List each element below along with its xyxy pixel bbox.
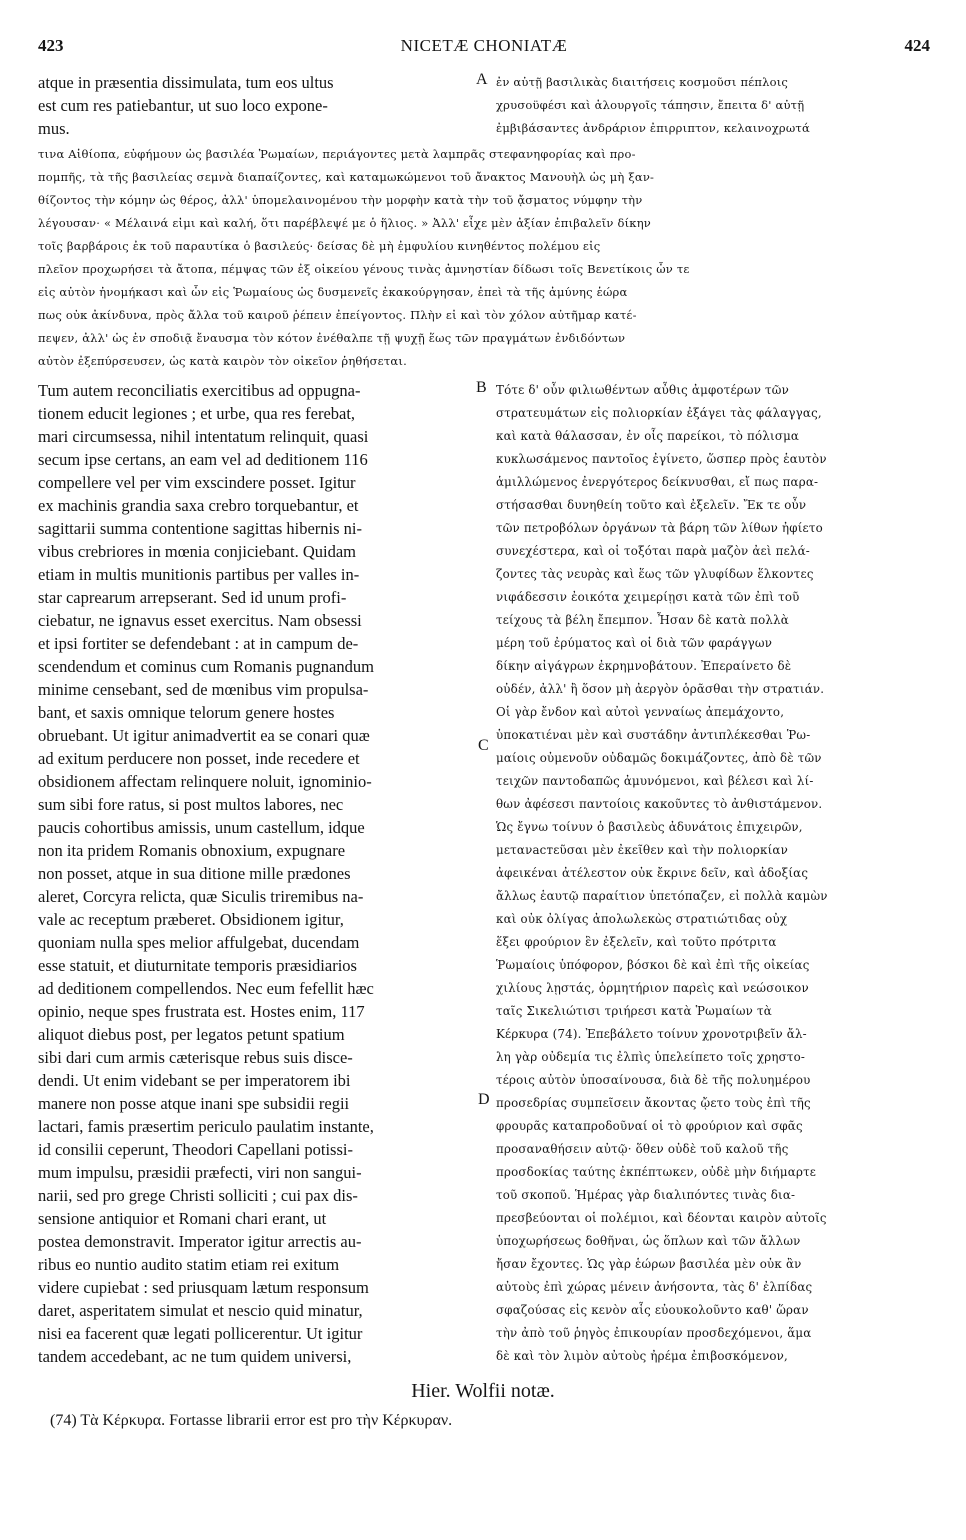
latin-line: manere non posse atque inani spe subsidii regii <box>38 1094 350 1113</box>
latin-line: et ipsi fortiter se defendebant : at in campum de- <box>38 634 359 653</box>
greek-line: ἤσαν ἔχοντες. Ὡς γὰρ ἑώρων βασιλέα μὲν οὐκ ἂν <box>496 1257 802 1271</box>
latin-line: vale ac receptum præberet. Obsidionem igitur, <box>38 910 344 929</box>
greek-line: Κέρκυρα (74). Ἐπεβάλετο τοίνυν χρονοτριβεῖν ἄλ- <box>496 1027 807 1041</box>
latin-line: paucis cohortibus amissis, unum castellum, idque <box>38 818 365 837</box>
latin-line: narii, sed pro grege Christi solliciti ; cui pax dis- <box>38 1186 358 1205</box>
greek-line: μέρη τοῦ ἐρύματος καὶ οἱ διὰ τῶν φαράγγων <box>496 636 773 650</box>
greek-line: ζοντες τὰς νευρὰς καὶ ἕως τῶν γλυφίδων ἕλκοντες <box>496 567 814 581</box>
greek-line: αὐτὸν ἐξεπύρσευσεν, ὡς κατὰ καιρὸν τὸν οἰκεῖον ῥηθήσεται. <box>38 354 407 368</box>
latin-line: ribus eo nuntio audito statim etiam rei exitum <box>38 1255 340 1274</box>
latin-line: est cum res patiebantur, ut suo loco expone- <box>38 96 328 115</box>
greek-line: σφαζούσας εἰς κενὸν αἷς εὐουκολοῦντο καθ' ὥραν <box>496 1303 809 1317</box>
latin-line: nisi ea facerent quæ legati pollicerentur. Ut igitur <box>38 1324 363 1343</box>
greek-line: πρεσβεύονται οἱ πολέμιοι, καὶ δέονται καιρὸν αὐτοῖς <box>496 1211 827 1225</box>
greek-line: ταῖς Σικελιώτισι τριήρεσι κατὰ Ῥωμαίων τὰ <box>496 1004 772 1018</box>
greek-line: ἀφεικέναι ἀτέλεστον οὐκ ἔκρινε δεῖν, καὶ ἀδοξίας <box>496 866 809 880</box>
latin-line: opinio, neque spes frustrata est. Hostes enim, 117 <box>38 1002 365 1021</box>
latin-line: minime censebant, sed de mœnibus vim propulsa- <box>38 680 369 699</box>
latin-line: quoniam nulla spes melior affulgebat, ducendam <box>38 933 360 952</box>
greek-line: τοῖς βαρβάροις ἐκ τοῦ παραυτίκα ὁ βασιλεύς· δείσας δὲ μὴ ἐμφυλίου κινηθέντος πολέμου εἰς <box>38 239 601 253</box>
latin-line: ad deditionem compellendos. Nec eum fefellit hæc <box>38 979 374 998</box>
greek-line: ὑποκατιέναι μὲν καὶ συστάδην ἀντιπλέκεσθαι Ῥω- <box>496 728 811 742</box>
page-number-right: 424 <box>904 36 930 55</box>
latin-line: ad exitum perducere non posset, inde recedere et <box>38 749 360 768</box>
latin-line: vibus crebriores in mœnia conjiciebant. Quidam <box>38 542 356 561</box>
greek-line: νιφάδεσσιν ἐοικότα χειμερίῃσι κατὰ τῶν ἐπὶ τοῦ <box>496 590 800 604</box>
page-number-left: 423 <box>38 36 64 55</box>
greek-line: καὶ οὐκ ὀλίγας ἀπολωλεκὼς στρατιώτιδας οὐχ <box>496 912 788 926</box>
latin-line: tionem educit legiones ; et urbe, qua res ferebat, <box>38 404 356 423</box>
greek-line: καὶ κατὰ θάλασσαν, ἐν οἷς παρείκοι, τὸ πόλισμα <box>496 429 800 443</box>
greek-line: στήσασθαι δυνηθείη τοῦτο καὶ ἐξελεῖν. Ἔκ τε οὖν <box>496 498 807 512</box>
latin-line: etiam in multis munitionis partibus per valles in- <box>38 565 360 584</box>
latin-line: mum impulsu, præsidii præfecti, viri non sangui- <box>38 1163 362 1182</box>
latin-line: compellere vel per vim exscindere posset. Igitur <box>38 473 356 492</box>
latin-line: ciebatur, ne ignavus esset exercitus. Nam obsessi <box>38 611 362 630</box>
latin-column-top <box>38 71 472 140</box>
latin-line: star caprearum arrepserant. Sed id unum profi- <box>38 588 347 607</box>
greek-line: προσαναθήσειν αὐτῷ· ὅθεν οὐδὲ τοῦ καλοῦ τῆς <box>496 1142 789 1156</box>
greek-line: λη γὰρ οὐδεμία τις ἐλπὶς ὑπελείπετο τοῖς χρηστο- <box>496 1050 806 1064</box>
latin-line: postea demonstravit. Imperator igitur arrectis au- <box>38 1232 362 1251</box>
section-marker-b: B <box>476 379 487 396</box>
latin-line: secum ipse certans, an eam vel ad deditionem 116 <box>38 450 368 469</box>
latin-line: lactari, famis præsertim periculo paulatim instante, <box>38 1117 374 1136</box>
latin-line: aleret, Corcyra relicta, quæ Siculis triremibus na- <box>38 887 364 906</box>
running-title: NICETÆ CHONIATÆ <box>400 36 568 55</box>
section-marker-d: D <box>478 1091 490 1108</box>
latin-line: sum sibi fore ratus, si post multos labores, nec <box>38 795 344 814</box>
greek-line: τείχους τὰ βέλη ἔπεμπον. Ἦσαν δὲ κατὰ πολλὰ <box>496 613 789 627</box>
greek-line: προσδοκίας ταύτης ἐκπέπτωκεν, οὐδὲ μὴν διήμαρτε <box>496 1165 817 1179</box>
greek-line: εἰς αὐτὸν ἠνομήκασι καὶ ὧν εἰς Ῥωμαίους ὡς δυσμενεῖς ἐκακούργησαν, ἐπεὶ τὰ τῆς ἀμύνης ἑώρα <box>38 285 628 299</box>
greek-line: χρυσοϋφέσι καὶ ἁλουργοῖς τάπησιν, ἔπειτα δ' αὐτῇ <box>496 98 805 112</box>
greek-line: ὑποχωρήσεως δοθῆναι, ὡς ὅπλων καὶ τῶν ἄλλων <box>496 1234 801 1248</box>
latin-line: obruebant. Ut igitur animadvertit ea se conari quæ <box>38 726 370 745</box>
greek-line: λέγουσαν· « Μέλαινά εἰμι καὶ καλή, ὅτι παρέβλεψέ με ὁ ἥλιος. » Ἀλλ' εἶχε μὲν ἀξίαν ἐπιβαλεῖν δίκην <box>38 216 651 230</box>
greek-wide-block <box>38 143 930 373</box>
greek-line: Οἱ γὰρ ἔνδον καὶ αὐτοὶ γενναίως ἀπεμάχοντο, <box>496 705 785 719</box>
greek-line: θίζοντος τὴν κόμην ὡς θέρος, ἀλλ' ὑπομελαινομένου τὴν μορφὴν κατὰ τὴν τοῦ ᾄσματος νύμφην τὴν <box>38 193 643 207</box>
latin-line: sensione antiquior et Romani chari erant, ut <box>38 1209 327 1228</box>
greek-line: μετανастεῦσαι μὲν ἐκεῖθεν καὶ τὴν πολιορκίαν <box>496 843 788 857</box>
latin-line: atque in præsentia dissimulata, tum eos ultus <box>38 73 334 92</box>
greek-line: πομπῆς, τὰ τῆς βασιλείας σεμνὰ διαπαίζοντες, καὶ καταμωκώμενοι τοῦ ἄνακτος Μανουὴλ ὡς μὴ ξαν- <box>38 170 655 184</box>
greek-line: τῶν πετροβόλων ὀργάνων τὰ βάρη τῶν λίθων ἠφίετο <box>496 521 823 535</box>
greek-line: στρατευμάτων εἰς πολιορκίαν ἐξάγει τὰς φάλαγγας, <box>496 406 822 420</box>
latin-line: mus. <box>38 119 70 138</box>
latin-line: obsidionem affectam relinquere noluit, ignominio- <box>38 772 372 791</box>
latin-line: ex machinis grandia saxa crebro torquebantur, et <box>38 496 359 515</box>
latin-line: id consilii ceperunt, Theodori Capellani potissi- <box>38 1140 353 1159</box>
latin-line: mari circumsessa, nihil intentatum relinquit, quasi <box>38 427 369 446</box>
section-marker-a: A <box>476 71 488 88</box>
greek-line: τέροις αὐτὸν ὑποσαίνουσα, διὰ δὲ τῆς πολυημέρου <box>496 1073 811 1087</box>
greek-line: δίκην αἰγάγρων ἐκρημνοβάτουν. Ἐπεραίνετο δὲ <box>496 659 792 673</box>
greek-line: ἁμιλλώμενος ἐνεργότερος δείκνυσθαι, εἴ πως παρα- <box>496 475 819 489</box>
section-marker-c: C <box>478 737 489 754</box>
latin-line: sibi dari cum armis cæterisque rebus suis disce- <box>38 1048 353 1067</box>
latin-line: non posset, atque in sua ditione mille prædones <box>38 864 351 883</box>
greek-line: δὲ καὶ τὸν λιμὸν αὐτοὺς ἠρέμα ἐπιβοσκόμενον, <box>496 1349 788 1363</box>
greek-line: φρουρᾶς καταπροδοῦναί οἱ τὸ φρούριον καὶ σφᾶς <box>496 1119 803 1133</box>
latin-line: esse statuit, et diuturnitate temporis præsidiarios <box>38 956 357 975</box>
greek-line: Ῥωμαίοις ὑπόφορον, βόσκοι δὲ καὶ ἐπὶ τῆς οἰκείας <box>496 958 810 972</box>
greek-line: χιλίους λῃστάς, ὁρμητήριον παρεὶς καὶ νεώσοικον <box>496 981 809 995</box>
latin-line: videre cupiebat : sed priusquam lætum responsum <box>38 1278 369 1297</box>
greek-line: Τότε δ' οὖν φιλιωθέντων αὖθις ἀμφοτέρων τῶν <box>496 383 789 397</box>
latin-line: Tum autem reconciliatis exercitibus ad oppugna- <box>38 381 361 400</box>
greek-line: ἐμβιβάσαντες ἀνδράριον ἐπιρριπτον, κελαινοχρωτά <box>496 121 810 135</box>
latin-line: dendi. Ut enim videbant se per imperatorem ibi <box>38 1071 351 1090</box>
page-header <box>38 36 930 62</box>
greek-line: συνεχέστερα, καὶ οἱ τοξόται παρὰ μαζὸν ἀεὶ πελά- <box>496 544 810 558</box>
latin-line: scendendum et cominus cum Romanis pugnandum <box>38 657 374 676</box>
latin-line: sagittarii summa contentione sagittas hibernis ni- <box>38 519 362 538</box>
greek-line: τειχῶν παντοδαπῶς ἀμυνόμενοι, καὶ βέλεσι καὶ λί- <box>496 774 814 788</box>
greek-line: οὐδέν, ἀλλ' ἢ ὅσον μὴ ἀεργὸν ὁρᾶσθαι τὴν στρατιάν. <box>496 682 825 696</box>
greek-line: κυκλωσάμενος παντοῖος ἐγίνετο, ὥσπερ πρὸς ἑαυτὸν <box>496 452 827 466</box>
greek-line: ἄλλως ἑαυτῷ παραίτιον ὑπετόπαζεν, εἰ πολλὰ καμὼν <box>496 889 828 903</box>
greek-line: ἐν αὐτῇ βασιλικὰς διαιτήσεις κοσμοῦσι πέπλοις <box>496 75 789 89</box>
greek-line: αὐτοὺς ἐπὶ χώρας μένειν ἀνήσοντα, τὰς δ' ἐλπίδας <box>496 1280 813 1294</box>
greek-column-main <box>496 379 930 1368</box>
notes-title: Hier. Wolfii notæ. <box>411 1380 555 1402</box>
latin-line: daret, asperitatem simulat et nescio quid minatur, <box>38 1301 363 1320</box>
greek-column-top <box>496 71 930 140</box>
greek-line: τοῦ σκοποῦ. Ἡμέρας γὰρ διαλιπόντες τινὰς δια- <box>496 1188 796 1202</box>
latin-column-main <box>38 379 472 1368</box>
greek-line: τινα Αἰθίοπα, εὐφήμουν ὡς βασιλέα Ῥωμαίων, περιάγοντες μετὰ λαμπρᾶς στεφανηφορίας καὶ προ- <box>38 147 636 161</box>
latin-line: tandem accedebant, ac ne tum quidem universi, <box>38 1347 352 1366</box>
greek-line: ἕξει φρούριον ἓν ἐξελεῖν, καὶ τοῦτο πρότριτα <box>496 935 777 949</box>
greek-line: πλεῖον προχωρήσει τὰ ἄτοπα, πέμψας τῶν ἐξ οἰκείου γένους τινὰς ἀμνηστίαν δίδωσι τοῖς Βενετίκοις ὧν τε <box>38 262 690 276</box>
greek-line: πως οὐκ ἀκίνδυνα, πρὸς ἄλλα τοῦ καιροῦ ῥέπειν ἐπείγοντος. Πλὴν εἰ καὶ τὸν χόλον αὐτῆμαρ κατέ- <box>38 308 637 322</box>
greek-line: τὴν ἀπὸ τοῦ ῥηγὸς ἐπικουρίαν προσδεχόμενοι, ἅμα <box>496 1326 812 1340</box>
footnote: (74) Τὰ Κέρκυρα. Fortasse librarii error est pro τὴν Κέρκυραν. <box>50 1412 453 1429</box>
greek-line: πεψεν, ἀλλ' ὡς ἐν σποδιᾷ ἔναυσμα τὸν κότον ἐνέθαλπε τῇ ψυχῇ ἕως τῶν πραγμάτων ἐνδιδόντων <box>38 331 626 345</box>
latin-line: bant, et saxis omnique telorum genere hostes <box>38 703 335 722</box>
greek-line: θων ἀφέσεσι παντοίοις κακοῦντες τὸ ἀνθιστάμενον. <box>496 797 823 811</box>
latin-line: non ita pridem Romanis obnoxium, expugnare <box>38 841 346 860</box>
greek-line: προσεδρίας συμπεῖσειν ἄκοντας ᾤετο τοὺς ἐπὶ τῆς <box>496 1096 811 1110</box>
greek-line: μαίοις οὐμενοῦν οὐδαμῶς δοκιμάζοντες, ἀπὸ δὲ τῶν <box>496 751 822 765</box>
latin-line: aliquot diebus post, per legatos petunt spatium <box>38 1025 345 1044</box>
greek-line: Ὡς ἔγνω τοίνυν ὁ βασιλεὺς ἀδυνάτοις ἐπιχειρῶν, <box>496 820 803 834</box>
